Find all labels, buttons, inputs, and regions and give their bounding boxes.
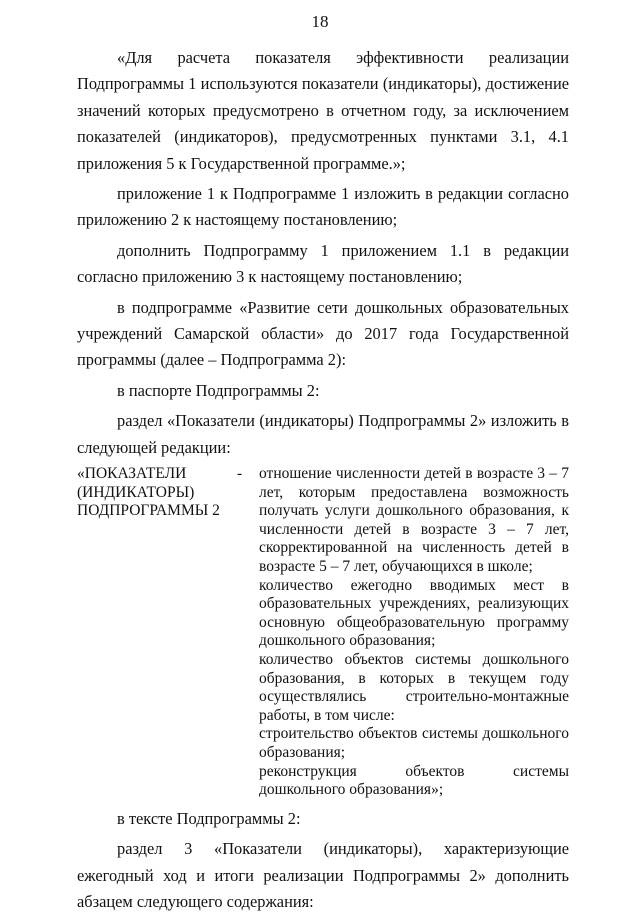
- passport-item: реконструкция объектов системы дошкольного образования»;: [259, 762, 569, 799]
- passport-table: [77, 465, 569, 800]
- passport-item: количество ежегодно вводимых мест в образовательных учреждениях, реализующих основную общеобразовательную программу дошкольного образования;: [259, 576, 569, 650]
- paragraph: раздел 3 «Показатели (индикаторы), характеризующие ежегодный ход и итоги реализации Подпрограммы 2» дополнить абзацем следующего содержания:: [77, 839, 569, 911]
- paragraph: в тексте Подпрограммы 2:: [117, 808, 301, 828]
- passport-item: количество объектов системы дошкольного образования, в которых в текущем году осуществлялись строительно-монтажные работы, в том числе:: [259, 651, 569, 724]
- paragraph: раздел «Показатели (индикаторы) Подпрограммы 2» изложить в следующей редакции:: [77, 411, 569, 457]
- passport-item: отношение численности детей в возрасте 3 – 7 лет, которым предоставлена возможность получать услуги дошкольного образования, к численности детей в возрасте 3 – 7 лет, скорректированной на численность детей в возрасте 5 – 7 лет, обучающихся в школе;: [259, 465, 569, 576]
- passport-item: строительство объектов системы дошкольного образования;: [259, 725, 569, 761]
- passport-label: «ПОКАЗАТЕЛИ (ИНДИКАТОРЫ) ПОДПРОГРАММЫ 2: [77, 465, 220, 520]
- page-number: 18: [311, 12, 329, 31]
- paragraph: в паспорте Подпрограммы 2:: [117, 380, 320, 400]
- paragraph: в подпрограмме «Развитие сети дошкольных образовательных учреждений Самарской области» до 2017 года Государственной программы (далее – Подпрограмма 2):: [77, 297, 569, 370]
- passport-dash: -: [237, 465, 243, 483]
- paragraph: дополнить Подпрограмму 1 приложением 1.1 в редакции согласно приложению 3 к настоящему постановлению;: [77, 240, 569, 287]
- document-body: [77, 45, 569, 919]
- paragraph: приложение 1 к Подпрограмме 1 изложить в редакции согласно приложению 2 к настоящему постановлению;: [77, 184, 569, 230]
- passport-items: [259, 465, 569, 800]
- paragraph: «Для расчета показателя эффективности реализации Подпрограммы 1 используются показатели (индикаторы), достижение значений которых предусмотрено в отчетном году, за исключением показателей (индикаторов), предусмотренных пунктами 3.1, 4.1 приложения 5 к Государственной программе.»;: [77, 48, 569, 173]
